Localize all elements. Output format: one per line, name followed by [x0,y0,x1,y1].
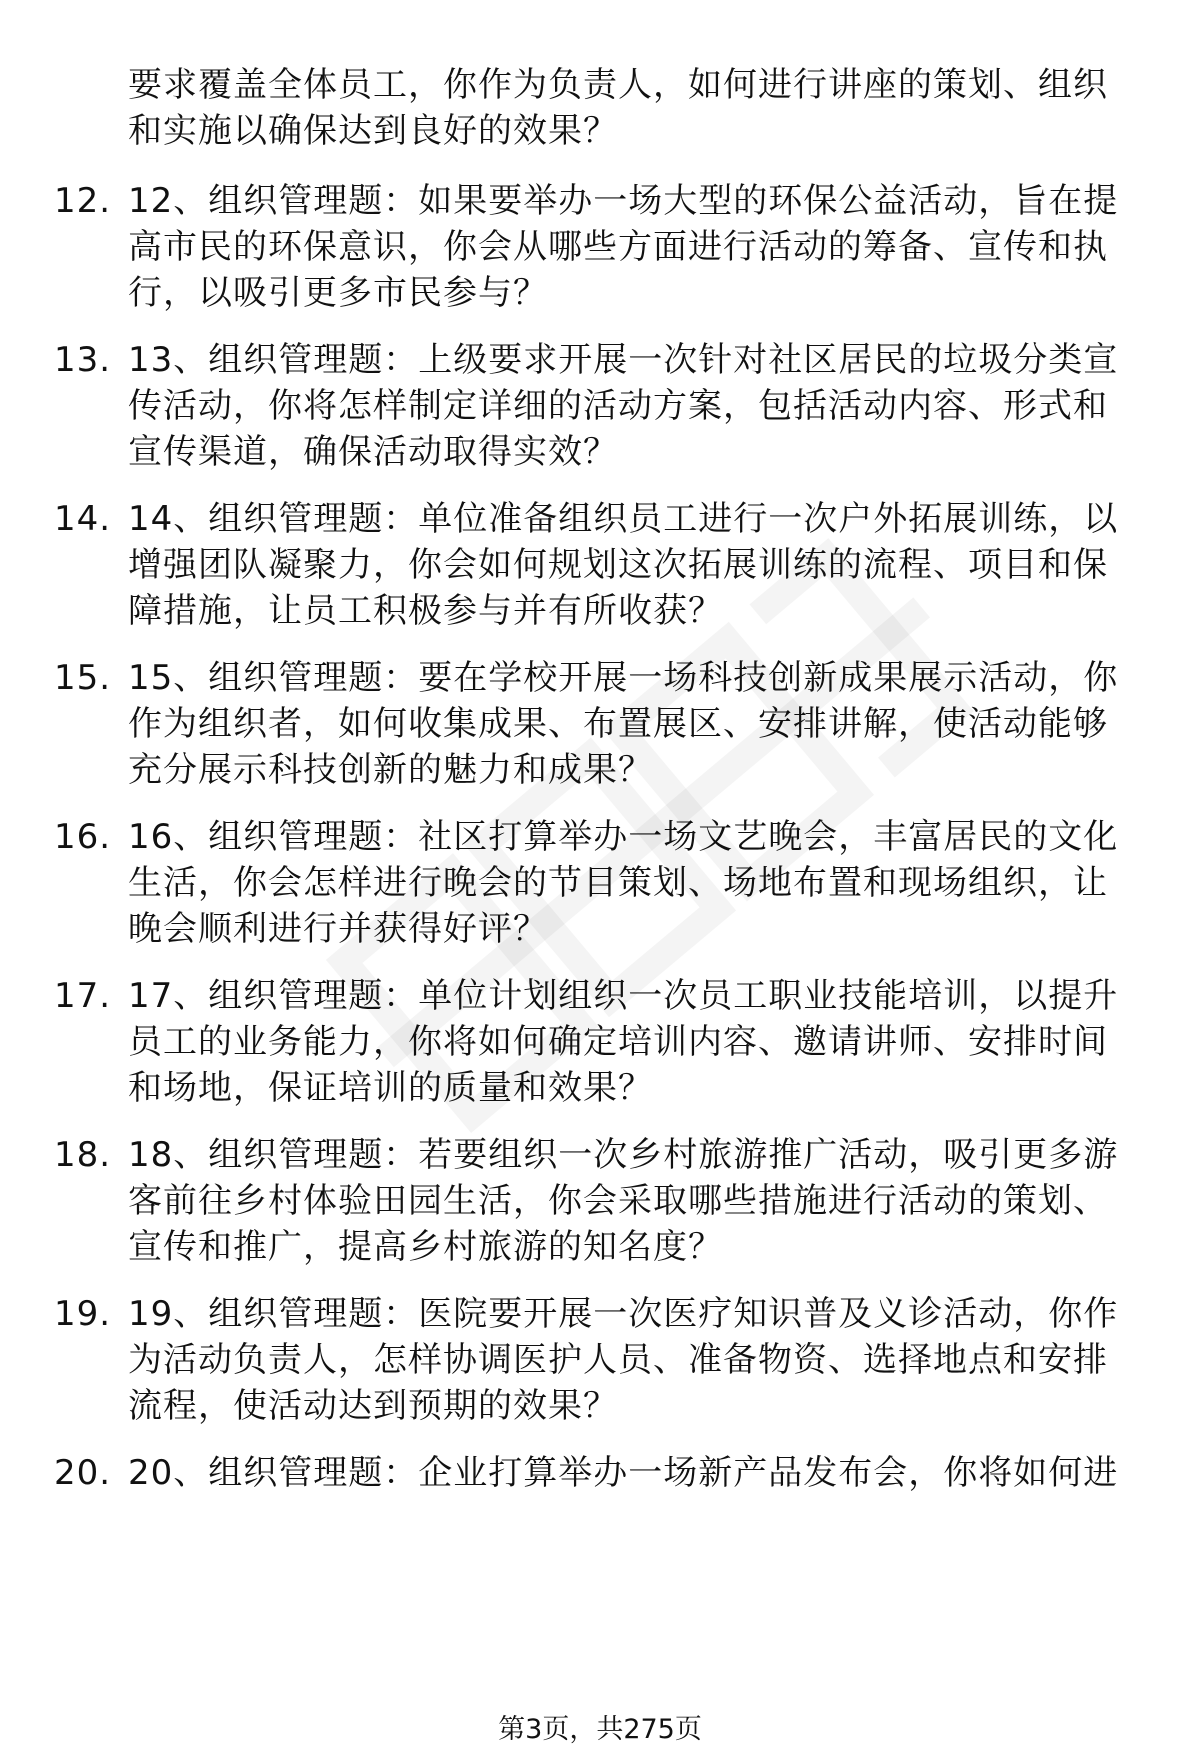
question-number: 12. [54,181,112,221]
question-text: 16、组织管理题：社区打算举办一场文艺晚会，丰富居民的文化 生活，你会怎样进行晚会的节目策划、场地布置和现场组织，让 晚会顺利进行并获得好评？ [128,817,1119,949]
question-number: 18. [54,1135,112,1175]
question-text: 17、组织管理题：单位计划组织一次员工职业技能培训，以提升 员工的业务能力，你将如何确定培训内容、邀请讲师、安排时间 和场地，保证培训的质量和效果？ [128,976,1119,1108]
question-number: 14. [54,499,112,539]
question-number: 17. [54,976,112,1016]
question-text: 20、组织管理题：企业打算举办一场新产品发布会，你将如何进 [128,1453,1119,1493]
question-text: 14、组织管理题：单位准备组织员工进行一次户外拓展训练，以 增强团队凝聚力，你会如何规划这次拓展训练的流程、项目和保 障措施，让员工积极参与并有所收获？ [128,499,1119,631]
question-text: 12、组织管理题：如果要举办一场大型的环保公益活动，旨在提 高市民的环保意识，你会从哪些方面进行活动的筹备、宣传和执 行，以吸引更多市民参与？ [128,181,1119,313]
question-text: 13、组织管理题：上级要求开展一次针对社区居民的垃圾分类宣 传活动，你将怎样制定详细的活动方案，包括活动内容、形式和 宣传渠道，确保活动取得实效？ [128,340,1119,472]
question-text: 19、组织管理题：医院要开展一次医疗知识普及义诊活动，你作 为活动负责人，怎样协调医护人员、准备物资、选择地点和安排 流程，使活动达到预期的效果？ [128,1294,1119,1426]
question-number: 20. [54,1453,112,1493]
intro-paragraph: 要求覆盖全体员工，你作为负责人，如何进行讲座的策划、组织 和实施以确保达到良好的效果？ [128,65,1108,151]
page-number-footer: 第3页，共275页 [498,1714,702,1745]
question-number: 13. [54,340,112,380]
question-text: 15、组织管理题：要在学校开展一场科技创新成果展示活动，你 作为组织者，如何收集成果、布置展区、安排讲解，使活动能够 充分展示科技创新的魅力和成果？ [128,658,1119,790]
question-text: 18、组织管理题：若要组织一次乡村旅游推广活动，吸引更多游 客前往乡村体验田园生活，你会采取哪些措施进行活动的策划、 宣传和推广，提高乡村旅游的知名度？ [128,1135,1119,1267]
question-number: 15. [54,658,112,698]
question-number: 19. [54,1294,112,1334]
question-number: 16. [54,817,112,857]
